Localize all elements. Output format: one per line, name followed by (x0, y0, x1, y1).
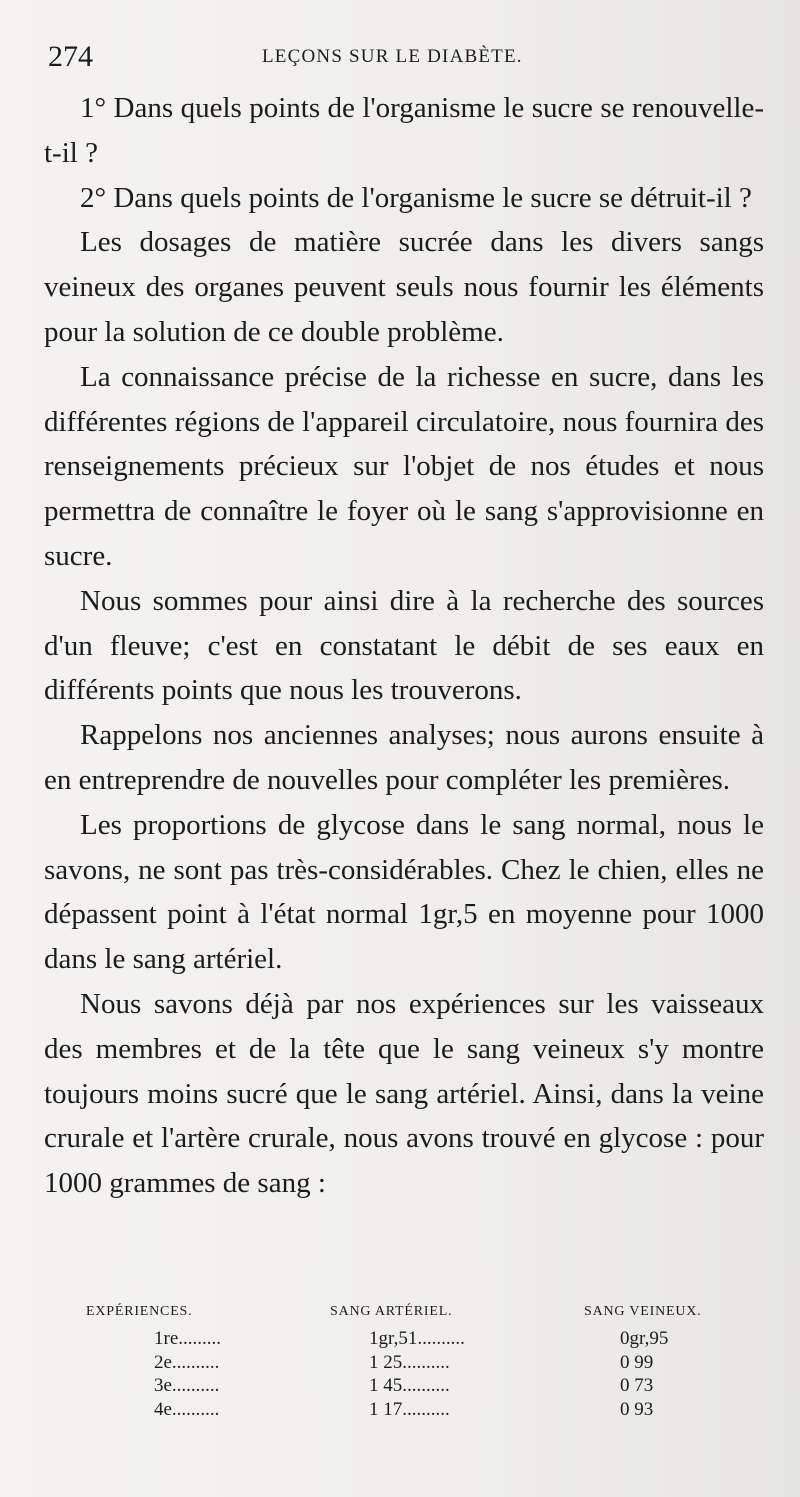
page-header (44, 36, 764, 80)
cell-veineux: 0 73 (620, 1375, 654, 1396)
paragraph-dosages: Les dosages de matière sucrée dans les divers sangs veineux des organes peuvent seuls nous fournir les éléments pour la solution de ce double problème. (44, 226, 764, 348)
cell-experience: 4e.......... (154, 1398, 220, 1420)
cell-arteriel: 1gr,51.......... (369, 1328, 465, 1349)
running-head: LEÇONS SUR LE DIABÈTE. (262, 46, 523, 67)
body-text (44, 86, 764, 1206)
table-row (44, 1399, 764, 1423)
cell-veineux: 0 93 (620, 1398, 654, 1420)
paragraph-fleuve: Nous sommes pour ainsi dire à la recherche des sources d'un fleuve; c'est en constatant le débit de ses eaux en différents points que nous les trouverons. (44, 584, 764, 707)
table-row (44, 1328, 764, 1352)
cell-experience: 1re......... (154, 1328, 222, 1349)
cell-arteriel: 1 45.......... (369, 1375, 450, 1396)
paragraph-question-2: 2° Dans quels points de l'organisme le sucre se détruit-il ? (80, 181, 752, 214)
header-sang-veineux: SANG VEINEUX. (584, 1304, 702, 1319)
cell-experience: 3e.......... (154, 1375, 220, 1396)
cell-veineux: 0gr,95 (620, 1328, 669, 1349)
paragraph-vaisseaux: Nous savons déjà par nos expériences sur les vaisseaux des membres et de la tête que le sang veineux s'y montre toujours moins sucré que le sang artériel. Ainsi, dans la veine crurale et l'artère crurale, nous avons trouvé en glycose : pour 1000 grammes de sang : (44, 987, 764, 1200)
cell-arteriel: 1 25.......... (369, 1351, 450, 1373)
cell-experience: 2e.......... (154, 1351, 220, 1373)
cell-veineux: 0 99 (620, 1351, 654, 1373)
page-number: 274 (48, 40, 93, 73)
paragraph-proportions: Les proportions de glycose dans le sang normal, nous le savons, ne sont pas très-considérables. Chez le chien, elles ne dépassent point à l'état normal 1gr,5 en moyenne pour 1000 dans le sang artériel. (44, 808, 764, 976)
paragraph-connaissance: La connaissance précise de la richesse en sucre, dans les différentes régions de l'appareil circulatoire, nous fournira des renseignements précieux sur l'objet de nos études et nous permettra de connaître le foyer où le sang s'approvisionne en sucre. (44, 360, 764, 572)
table-row (44, 1352, 764, 1376)
header-sang-arteriel: SANG ARTÉRIEL. (330, 1304, 453, 1319)
paragraph-analyses: Rappelons nos anciennes analyses; nous aurons ensuite à en entreprendre de nouvelles pour compléter les premières. (44, 719, 764, 796)
table-header (44, 1300, 764, 1328)
glycose-table (44, 1300, 764, 1422)
table-row (44, 1375, 764, 1399)
cell-arteriel: 1 17.......... (369, 1398, 450, 1420)
header-experiences: EXPÉRIENCES. (86, 1304, 193, 1319)
paragraph-question-1: 1° Dans quels points de l'organisme le sucre se renouvelle-t-il ? (44, 92, 764, 169)
